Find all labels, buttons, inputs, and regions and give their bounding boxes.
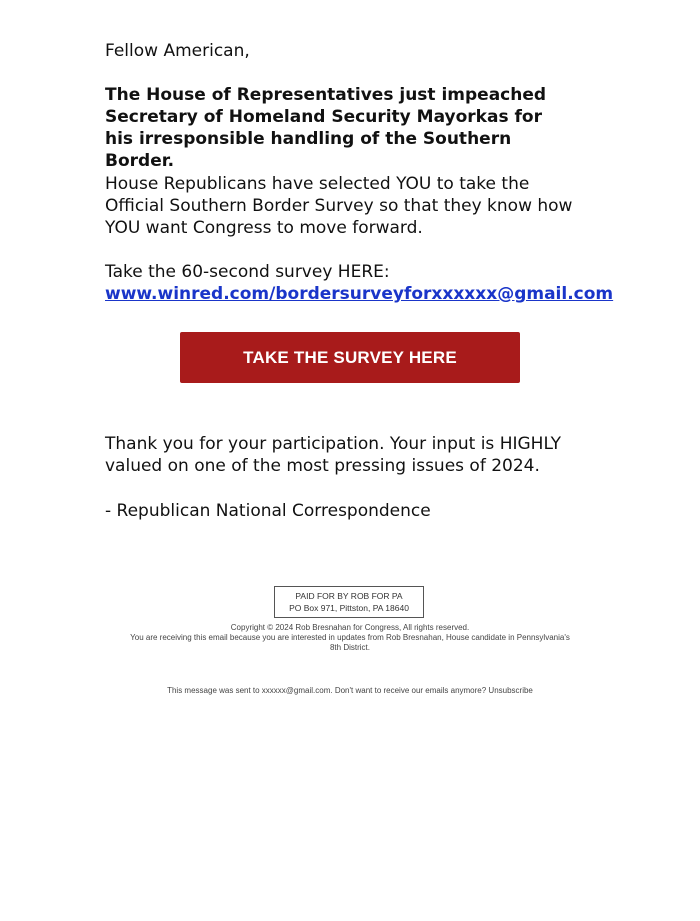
paid-for-disclaimer — [274, 586, 424, 618]
take-survey-button[interactable]: TAKE THE SURVEY HERE — [180, 332, 520, 383]
survey-prompt: Take the 60-second survey HERE: — [105, 262, 390, 282]
greeting: Fellow American, — [105, 41, 250, 61]
thank-you-paragraph: Thank you for your participation. Your input is HIGHLY valued on one of the most pressing issues of 2024. — [105, 434, 562, 476]
survey-prompt-block — [105, 261, 614, 305]
survey-link[interactable]: www.winred.com/bordersurveyforxxxxxx@gmail.com — [105, 284, 614, 304]
paid-for-line: PAID FOR BY ROB FOR PA — [295, 591, 403, 601]
signoff: - Republican National Correspondence — [105, 501, 431, 521]
headline: The House of Representatives just impeached Secretary of Homeland Security Mayorkas for his irresponsible handling of the Southern Border. — [105, 85, 547, 171]
subscription-reason: You are receiving this email because you are interested in updates from Rob Bresnahan, House candidate in Pennsylvania's 8th District. — [130, 633, 570, 652]
copyright-block — [130, 623, 570, 653]
intro-paragraph: House Republicans have selected YOU to take the Official Southern Border Survey so that they know how YOU want Congress to move forward. — [105, 174, 573, 238]
unsubscribe-line[interactable]: This message was sent to xxxxxx@gmail.com. Don't want to receive our emails anymore? Unsubscribe — [167, 686, 533, 695]
copyright-text: Copyright © 2024 Rob Bresnahan for Congress, All rights reserved. — [230, 623, 470, 632]
paid-for-address: PO Box 971, Pittston, PA 18640 — [289, 603, 409, 613]
